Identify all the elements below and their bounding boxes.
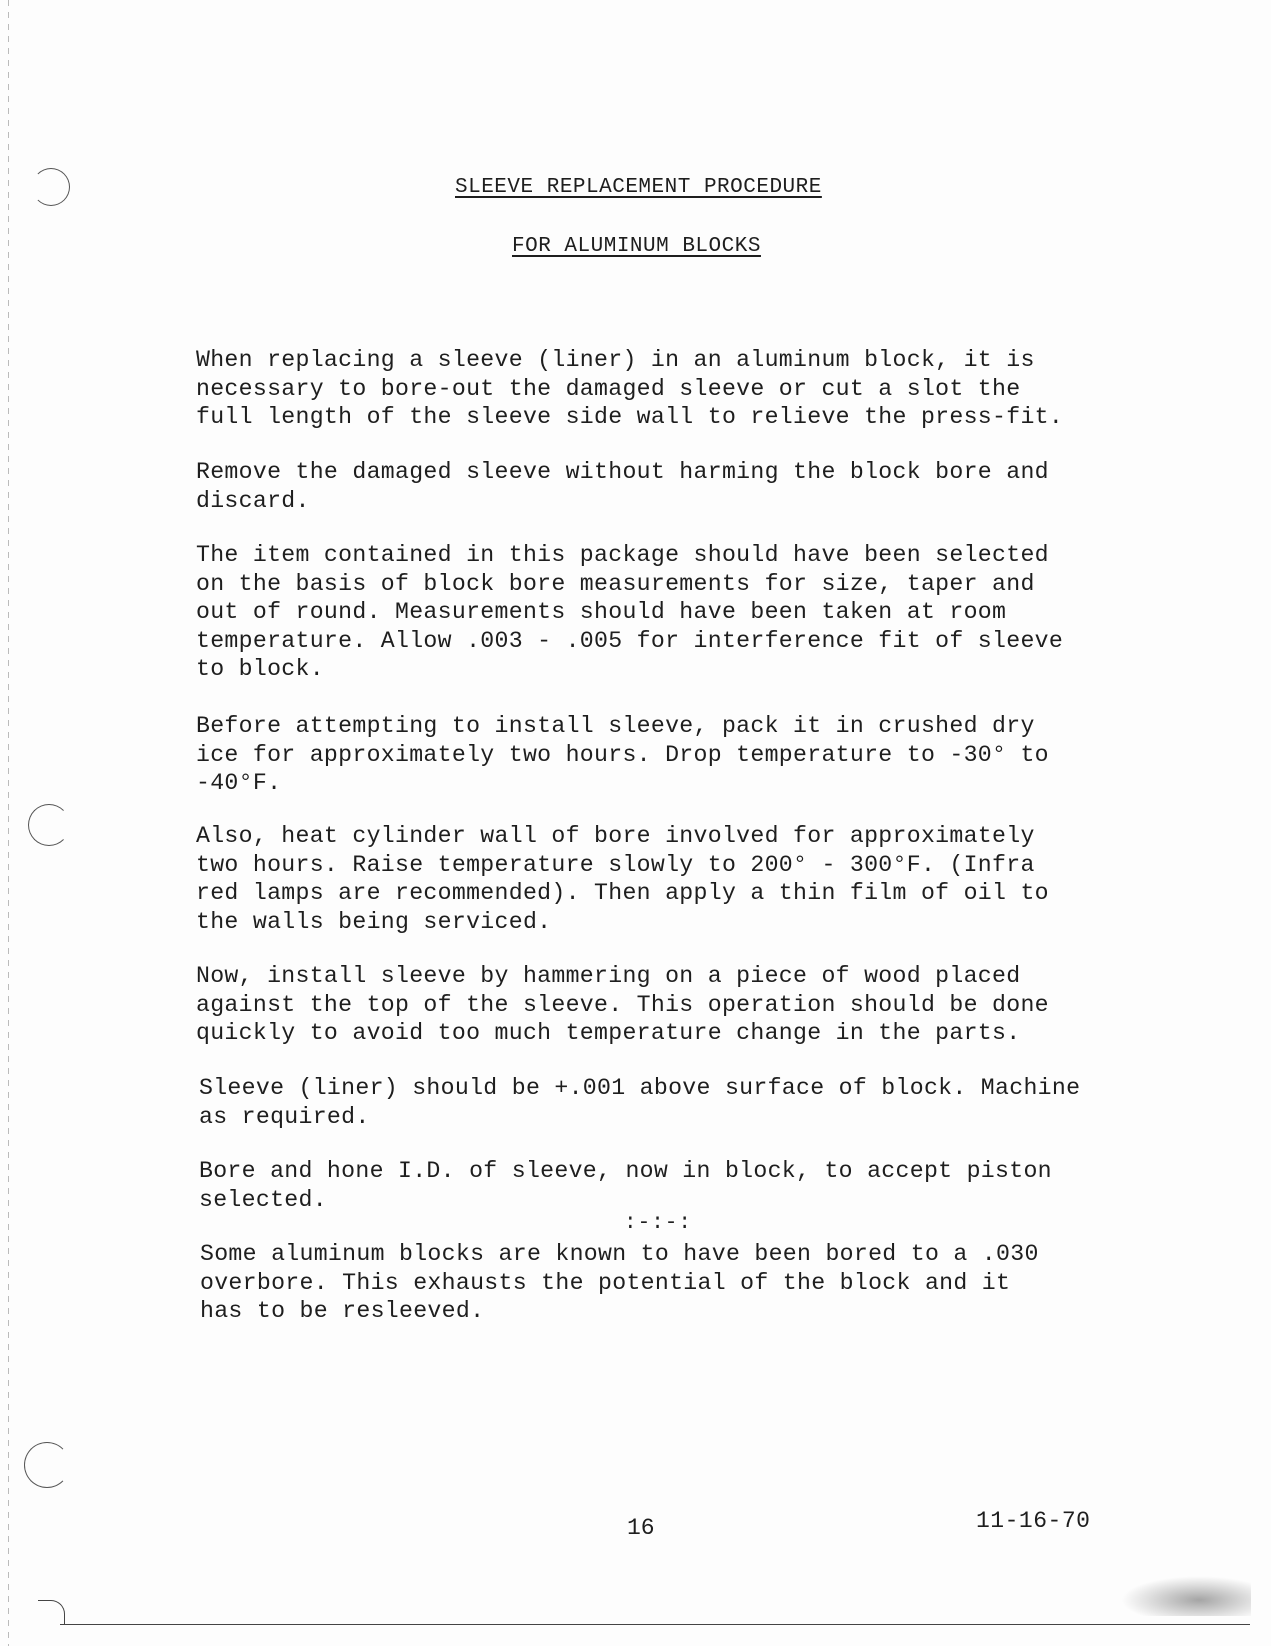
- binder-hole-middle: [28, 804, 70, 846]
- scan-smudge: [1121, 1576, 1251, 1616]
- paragraph-5: Also, heat cylinder wall of bore involved for approximately two hours. Raise temperature slowly to 200° - 300°F. (Infra red lamps are recommended). Then apply a thin film of oil to the walls being serviced.: [196, 823, 1049, 935]
- paragraph-2: Remove the damaged sleeve without harming the block bore and discard.: [196, 459, 1049, 514]
- scan-bottom-edge: [60, 1624, 1250, 1625]
- scan-edge-hook: [38, 1600, 65, 1625]
- document-subtitle: FOR ALUMINUM BLOCKS: [512, 235, 761, 258]
- paragraph-1: When replacing a sleeve (liner) in an aluminum block, it is necessary to bore-out the damaged sleeve or cut a slot the full length of the sleeve side wall to relieve the press-fit.: [196, 347, 1064, 430]
- page-date: 11-16-70: [976, 1508, 1091, 1534]
- paragraph-3: The item contained in this package should have been selected on the basis of block bore measurements for size, taper and out of round. Measurements should have been taken at room temperature. Allow .003 - .005 for interference fit of sleeve to block.: [196, 542, 1064, 682]
- paragraph-9: Some aluminum blocks are known to have been bored to a .030 overbore. This exhausts the potential of the block and it has to be resleeved.: [200, 1241, 1039, 1324]
- page-number: 16: [627, 1515, 655, 1541]
- binder-hole-bottom: [24, 1442, 70, 1488]
- section-separator: :-:-:: [624, 1212, 693, 1235]
- paragraph-6: Now, install sleeve by hammering on a piece of wood placed against the top of the sleeve. This operation should be done quickly to avoid too much temperature change in the parts.: [196, 963, 1049, 1046]
- paragraph-4: Before attempting to install sleeve, pack it in crushed dry ice for approximately two hours. Drop temperature to -30° to -40°F.: [196, 713, 1049, 796]
- paragraph-7: Sleeve (liner) should be +.001 above surface of block. Machine as required.: [199, 1075, 1081, 1130]
- document-title: SLEEVE REPLACEMENT PROCEDURE: [455, 176, 822, 199]
- paragraph-8: Bore and hone I.D. of sleeve, now in block, to accept piston selected.: [199, 1158, 1052, 1213]
- scan-margin-line: [8, 0, 9, 1646]
- binder-hole-top: [32, 168, 70, 206]
